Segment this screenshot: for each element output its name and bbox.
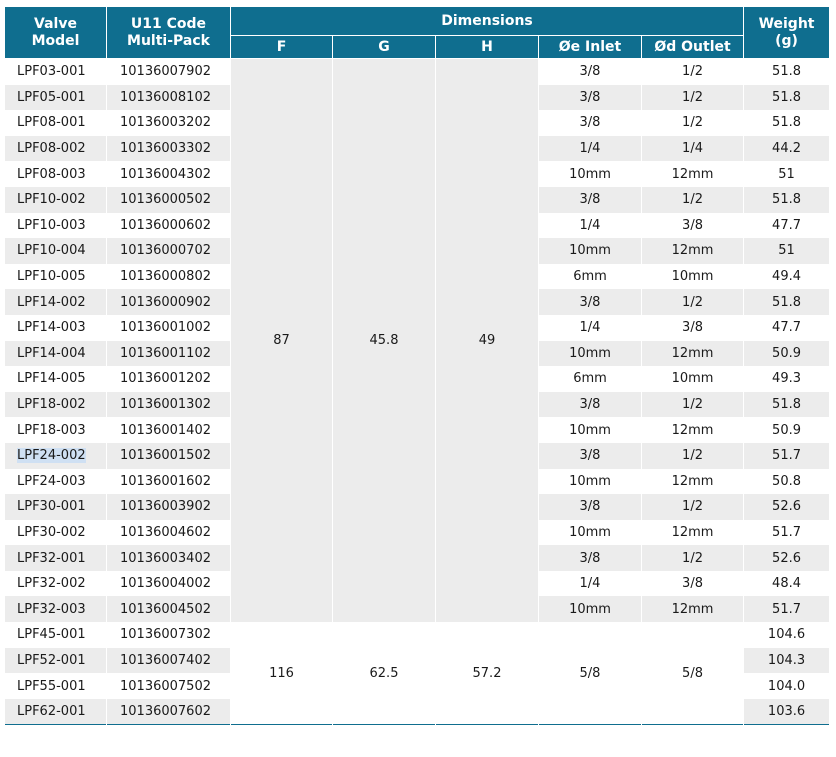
outlet-cell: 12mm <box>642 161 744 187</box>
u11-code-cell: 10136007402 <box>107 648 231 674</box>
valve-model-cell: LPF32-002 <box>5 571 107 597</box>
inlet-cell: 10mm <box>539 238 642 264</box>
valve-model-cell: LPF03-001 <box>5 59 107 85</box>
weight-cell: 51.8 <box>744 187 830 213</box>
valve-model-cell: LPF18-002 <box>5 392 107 418</box>
header-valve-model <box>5 7 107 59</box>
outlet-cell: 1/2 <box>642 392 744 418</box>
u11-code-cell: 10136000702 <box>107 238 231 264</box>
valve-model-cell: LPF18-003 <box>5 417 107 443</box>
inlet-cell: 6mm <box>539 264 642 290</box>
u11-code-cell: 10136003902 <box>107 494 231 520</box>
inlet-cell: 10mm <box>539 161 642 187</box>
header-weight-line2: (g) <box>775 32 798 49</box>
u11-code-cell: 10136001102 <box>107 341 231 367</box>
u11-code-cell: 10136003202 <box>107 110 231 136</box>
weight-cell: 51.8 <box>744 59 830 85</box>
inlet-cell: 10mm <box>539 341 642 367</box>
inlet-cell: 1/4 <box>539 571 642 597</box>
valve-model-cell: LPF30-001 <box>5 494 107 520</box>
u11-code-cell: 10136001002 <box>107 315 231 341</box>
outlet-cell: 12mm <box>642 469 744 495</box>
valve-model-cell: LPF55-001 <box>5 673 107 699</box>
valve-model-cell: LPF24-003 <box>5 469 107 495</box>
outlet-cell: 12mm <box>642 520 744 546</box>
u11-code-cell: 10136004002 <box>107 571 231 597</box>
weight-cell: 52.6 <box>744 494 830 520</box>
u11-code-cell: 10136004302 <box>107 161 231 187</box>
weight-cell: 103.6 <box>744 699 830 725</box>
table-row <box>5 59 830 85</box>
outlet-cell: 1/2 <box>642 59 744 85</box>
u11-code-cell: 10136004602 <box>107 520 231 546</box>
inlet-cell: 3/8 <box>539 59 642 85</box>
u11-code-cell: 10136000902 <box>107 289 231 315</box>
valve-model-cell: LPF14-004 <box>5 341 107 367</box>
weight-cell: 104.6 <box>744 622 830 648</box>
valve-model-cell: LPF45-001 <box>5 622 107 648</box>
weight-cell: 51.7 <box>744 596 830 622</box>
weight-cell: 51.8 <box>744 289 830 315</box>
dimension-g-cell: 62.5 <box>333 622 436 725</box>
u11-code-cell: 10136007902 <box>107 59 231 85</box>
inlet-cell: 10mm <box>539 417 642 443</box>
inlet-cell: 10mm <box>539 469 642 495</box>
u11-code-cell: 10136000502 <box>107 187 231 213</box>
u11-code-cell: 10136001502 <box>107 443 231 469</box>
header-valve-model-line2: Model <box>31 32 80 49</box>
weight-cell: 51.8 <box>744 110 830 136</box>
header-g: G <box>333 36 436 59</box>
outlet-cell: 10mm <box>642 366 744 392</box>
weight-cell: 51 <box>744 161 830 187</box>
valve-model-cell: LPF14-002 <box>5 289 107 315</box>
valve-model-cell: LPF08-003 <box>5 161 107 187</box>
valve-model-cell: LPF14-003 <box>5 315 107 341</box>
dimension-h-cell: 49 <box>436 59 539 623</box>
outlet-cell: 5/8 <box>642 622 744 725</box>
valve-model-cell: LPF14-005 <box>5 366 107 392</box>
inlet-cell: 3/8 <box>539 545 642 571</box>
u11-code-cell: 10136001602 <box>107 469 231 495</box>
inlet-cell: 6mm <box>539 366 642 392</box>
inlet-cell: 3/8 <box>539 443 642 469</box>
outlet-cell: 1/2 <box>642 187 744 213</box>
weight-cell: 104.0 <box>744 673 830 699</box>
weight-cell: 44.2 <box>744 136 830 162</box>
weight-cell: 51.7 <box>744 443 830 469</box>
outlet-cell: 12mm <box>642 596 744 622</box>
header-f: F <box>231 36 333 59</box>
weight-cell: 47.7 <box>744 213 830 239</box>
valve-model-cell: LPF62-001 <box>5 699 107 725</box>
dimension-h-cell: 57.2 <box>436 622 539 725</box>
u11-code-cell: 10136008102 <box>107 85 231 111</box>
header-u11-code <box>107 7 231 59</box>
inlet-cell: 1/4 <box>539 315 642 341</box>
weight-cell: 50.9 <box>744 341 830 367</box>
outlet-cell: 1/2 <box>642 545 744 571</box>
weight-cell: 48.4 <box>744 571 830 597</box>
weight-cell: 49.4 <box>744 264 830 290</box>
valve-model-cell <box>5 443 107 469</box>
u11-code-cell: 10136000802 <box>107 264 231 290</box>
selected-text-highlight[interactable]: LPF24-002 <box>17 448 86 464</box>
weight-cell: 50.8 <box>744 469 830 495</box>
inlet-cell: 10mm <box>539 596 642 622</box>
outlet-cell: 3/8 <box>642 315 744 341</box>
u11-code-cell: 10136001402 <box>107 417 231 443</box>
weight-cell: 50.9 <box>744 417 830 443</box>
valve-model-cell: LPF10-002 <box>5 187 107 213</box>
weight-cell: 51.8 <box>744 392 830 418</box>
outlet-cell: 1/2 <box>642 289 744 315</box>
header-weight <box>744 7 830 59</box>
u11-code-cell: 10136003402 <box>107 545 231 571</box>
dimension-g-cell: 45.8 <box>333 59 436 623</box>
inlet-cell: 3/8 <box>539 494 642 520</box>
u11-code-cell: 10136001302 <box>107 392 231 418</box>
header-u11-code-line2: Multi-Pack <box>127 32 210 49</box>
u11-code-cell: 10136000602 <box>107 213 231 239</box>
u11-code-cell: 10136004502 <box>107 596 231 622</box>
valve-model-cell: LPF08-002 <box>5 136 107 162</box>
valve-model-cell: LPF05-001 <box>5 85 107 111</box>
outlet-cell: 10mm <box>642 264 744 290</box>
outlet-cell: 3/8 <box>642 213 744 239</box>
dimension-f-cell: 87 <box>231 59 333 623</box>
outlet-cell: 12mm <box>642 238 744 264</box>
valve-spec-table <box>4 6 830 725</box>
outlet-cell: 12mm <box>642 417 744 443</box>
valve-model-cell: LPF32-003 <box>5 596 107 622</box>
header-inlet: Øe Inlet <box>539 36 642 59</box>
valve-model-cell: LPF08-001 <box>5 110 107 136</box>
outlet-cell: 1/4 <box>642 136 744 162</box>
weight-cell: 47.7 <box>744 315 830 341</box>
header-h: H <box>436 36 539 59</box>
u11-code-cell: 10136001202 <box>107 366 231 392</box>
outlet-cell: 1/2 <box>642 85 744 111</box>
valve-model-cell: LPF30-002 <box>5 520 107 546</box>
header-weight-line1: Weight <box>758 15 815 32</box>
weight-cell: 104.3 <box>744 648 830 674</box>
u11-code-cell: 10136007502 <box>107 673 231 699</box>
outlet-cell: 1/2 <box>642 443 744 469</box>
table-row <box>5 622 830 648</box>
inlet-cell: 3/8 <box>539 110 642 136</box>
weight-cell: 51.7 <box>744 520 830 546</box>
dimension-f-cell: 116 <box>231 622 333 725</box>
outlet-cell: 12mm <box>642 341 744 367</box>
inlet-cell: 1/4 <box>539 136 642 162</box>
u11-code-cell: 10136003302 <box>107 136 231 162</box>
inlet-cell: 3/8 <box>539 85 642 111</box>
outlet-cell: 1/2 <box>642 494 744 520</box>
inlet-cell: 1/4 <box>539 213 642 239</box>
weight-cell: 49.3 <box>744 366 830 392</box>
u11-code-cell: 10136007602 <box>107 699 231 725</box>
header-dimensions: Dimensions <box>231 7 744 36</box>
inlet-cell: 3/8 <box>539 187 642 213</box>
weight-cell: 51 <box>744 238 830 264</box>
valve-model-cell: LPF10-005 <box>5 264 107 290</box>
weight-cell: 51.8 <box>744 85 830 111</box>
header-u11-code-line1: U11 Code <box>130 15 207 32</box>
valve-model-cell: LPF52-001 <box>5 648 107 674</box>
inlet-cell: 10mm <box>539 520 642 546</box>
table-body <box>5 59 830 725</box>
header-valve-model-line1: Valve <box>34 15 77 32</box>
u11-code-cell: 10136007302 <box>107 622 231 648</box>
valve-model-cell: LPF32-001 <box>5 545 107 571</box>
valve-model-cell: LPF10-003 <box>5 213 107 239</box>
weight-cell: 52.6 <box>744 545 830 571</box>
outlet-cell: 3/8 <box>642 571 744 597</box>
inlet-cell: 3/8 <box>539 392 642 418</box>
header-outlet: Ød Outlet <box>642 36 744 59</box>
valve-model-cell: LPF10-004 <box>5 238 107 264</box>
inlet-cell: 3/8 <box>539 289 642 315</box>
inlet-cell: 5/8 <box>539 622 642 725</box>
outlet-cell: 1/2 <box>642 110 744 136</box>
